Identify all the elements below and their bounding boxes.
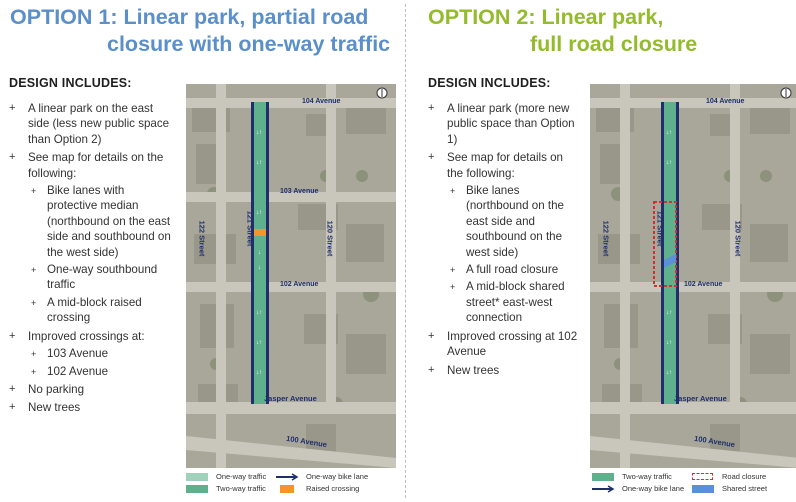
raised-crossing-marker bbox=[254, 229, 266, 236]
svg-text:↓↑: ↓↑ bbox=[256, 310, 262, 316]
sub-list-item: + One-way southbound traffic bbox=[28, 262, 174, 293]
map-label-102-avenue: 102 Avenue bbox=[684, 281, 723, 288]
map-label-100-avenue: 100 Avenue bbox=[693, 433, 736, 450]
map-label-104-avenue: 104 Avenue bbox=[302, 98, 341, 105]
map-label-122-street: 122 Street bbox=[601, 220, 611, 257]
panel-divider bbox=[405, 4, 406, 498]
svg-text:↓: ↓ bbox=[258, 250, 261, 256]
option-1-title-line1: OPTION 1: Linear park, partial road bbox=[10, 5, 369, 29]
option-2-title bbox=[428, 4, 697, 58]
svg-text:↓↑: ↓↑ bbox=[256, 370, 262, 376]
option-1-legend: One-way traffic Two-way traffic One-way bike lane Raised crossing bbox=[186, 473, 398, 499]
list-item: + New trees bbox=[428, 363, 580, 378]
option-1-title-line2: closure with one-way traffic bbox=[107, 32, 391, 56]
list-item: + See map for details on the following: + Bike lanes (northbound on the east side and southbound on the west side) + A full road closure + A mid-block shared street* east-west connection bbox=[428, 150, 580, 325]
map-label-104-avenue: 104 Avenue bbox=[706, 98, 745, 105]
option-2-map bbox=[590, 84, 796, 468]
svg-text:↓↑: ↓↑ bbox=[666, 340, 672, 346]
list-item: + No parking bbox=[9, 382, 174, 397]
list-item: + A linear park on the east side (less new public space than Option 2) bbox=[9, 101, 174, 147]
option-2-panel bbox=[410, 0, 796, 502]
map-label-100-avenue: 100 Avenue bbox=[285, 433, 328, 450]
svg-text:↓: ↓ bbox=[258, 265, 261, 271]
option-1-title bbox=[10, 4, 390, 58]
sub-list-item: + 103 Avenue bbox=[28, 346, 174, 361]
svg-text:↓↑: ↓↑ bbox=[256, 340, 262, 346]
option-2-design-heading: DESIGN INCLUDES: bbox=[428, 76, 551, 90]
map-label-121-street: 121 Street bbox=[245, 210, 255, 247]
svg-text:↓↑: ↓↑ bbox=[256, 160, 262, 166]
svg-text:↓↑: ↓↑ bbox=[256, 210, 262, 216]
option-2-title-line2: full road closure bbox=[530, 32, 698, 56]
option-1-map bbox=[186, 84, 396, 468]
map-label-102-avenue: 102 Avenue bbox=[280, 281, 319, 288]
sub-list-item: + Bike lanes with protective median (northbound on the east side and southbound on the west side) bbox=[28, 183, 174, 260]
map-label-121-street: 121 Street bbox=[655, 210, 665, 247]
option-2-title-line1: OPTION 2: Linear park, bbox=[428, 5, 664, 29]
svg-text:↓↑: ↓↑ bbox=[256, 130, 262, 136]
option-2-design-list bbox=[428, 101, 580, 381]
sub-list-item: + Bike lanes (northbound on the east side and southbound on the west side) bbox=[447, 183, 580, 260]
list-item: + Improved crossing at 102 Avenue bbox=[428, 329, 580, 360]
list-item: + A linear park (more new public space than Option 1) bbox=[428, 101, 580, 147]
sub-list-item: + 102 Avenue bbox=[28, 364, 174, 379]
svg-text:↓↑: ↓↑ bbox=[666, 370, 672, 376]
sub-list-item: + A mid-block raised crossing bbox=[28, 295, 174, 326]
svg-text:↓↑: ↓↑ bbox=[666, 130, 672, 136]
svg-text:↓↑: ↓↑ bbox=[666, 160, 672, 166]
list-item: + See map for details on the following: + Bike lanes with protective median (northbound on the east side and southbound on the west side) + One-way southbound traffic + A mid-block raised crossing bbox=[9, 150, 174, 325]
list-item: + New trees bbox=[9, 400, 174, 415]
map-label-122-street: 122 Street bbox=[197, 220, 207, 257]
sub-list-item: + A mid-block shared street* east-west connection bbox=[447, 279, 580, 325]
option-1-design-list bbox=[9, 101, 174, 419]
map-label-jasper-avenue: Jasper Avenue bbox=[264, 394, 317, 403]
map-label-103-avenue: 103 Avenue bbox=[280, 188, 319, 195]
list-item: + Improved crossings at: + 103 Avenue + 102 Avenue bbox=[9, 329, 174, 379]
map-label-120-street: 120 Street bbox=[733, 220, 743, 257]
sub-list-item: + A full road closure bbox=[447, 262, 580, 277]
map-label-120-street: 120 Street bbox=[325, 220, 335, 257]
option-2-legend: Two-way traffic One-way bike lane Road closure Shared street bbox=[592, 473, 792, 499]
map-label-jasper-avenue: Jasper Avenue bbox=[674, 394, 727, 403]
svg-text:↓↑: ↓↑ bbox=[666, 310, 672, 316]
option-1-design-heading: DESIGN INCLUDES: bbox=[9, 76, 132, 90]
